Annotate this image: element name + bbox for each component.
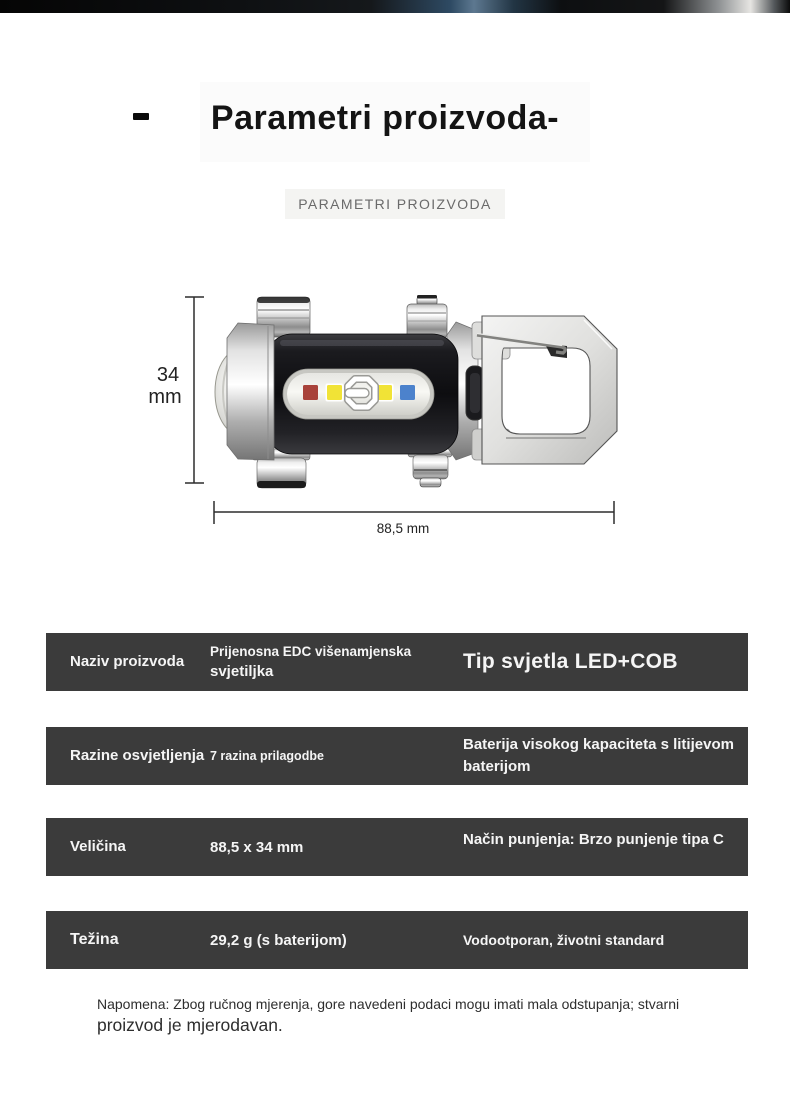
subtitle-chip [285, 189, 505, 219]
led-yellow-1 [327, 385, 342, 400]
disclaimer-line1: Napomena: Zbog ručnog mjerenja, gore navedeni podaci mogu imati mala odstupanja; stvarni [97, 996, 680, 1012]
spec-value: 29,2 g (s baterijom) [210, 931, 347, 949]
led-blue [400, 385, 415, 400]
disclaimer-note [97, 996, 679, 1036]
led-yellow-2 [377, 385, 392, 400]
width-label: 88,5 mm [376, 521, 430, 536]
spec-extra: Način punjenja: Brzo punjenje tipa C [463, 831, 724, 848]
height-unit-label: mm [148, 386, 182, 408]
spec-label: Težina [70, 931, 119, 948]
spec-value-line2: svjetiljka [210, 663, 274, 680]
page-title: Parametri proizvoda- [210, 99, 560, 137]
height-value-label: 34 [156, 364, 180, 386]
disclaimer-line2: proizvod je mjerodavan. [97, 1015, 283, 1035]
top-button-right [407, 295, 447, 338]
spec-row-tezina [46, 911, 748, 969]
product-image [0, 280, 790, 550]
spec-value: 88,5 x 34 mm [210, 838, 304, 856]
spec-row-razine [46, 727, 748, 785]
spec-label: Veličina [70, 838, 126, 855]
previous-photo-strip [0, 0, 790, 13]
led-red [303, 385, 318, 400]
spec-value-line1: Prijenosna EDC višenamjenska [210, 644, 412, 659]
spec-extra: Baterija visokog kapaciteta s litijevom baterijom [463, 736, 734, 775]
height-dimension-line [185, 297, 204, 483]
led-panel [283, 369, 434, 419]
spec-value: 7 razina prilagodbe [210, 749, 324, 763]
subtitle-text: PARAMETRI PROIZVODA [298, 196, 492, 212]
spec-row-naziv [46, 633, 748, 691]
spec-label: Naziv proizvoda [70, 653, 185, 670]
flashlight-illustration [215, 295, 617, 488]
spec-row-velicina [46, 818, 748, 876]
spec-label: Razine osvjetljenja [70, 747, 205, 764]
spec-extra: Vodootporan, životni standard [463, 932, 665, 948]
spec-value [210, 633, 425, 691]
spec-extra: Tip svjetla LED+COB [463, 650, 678, 673]
